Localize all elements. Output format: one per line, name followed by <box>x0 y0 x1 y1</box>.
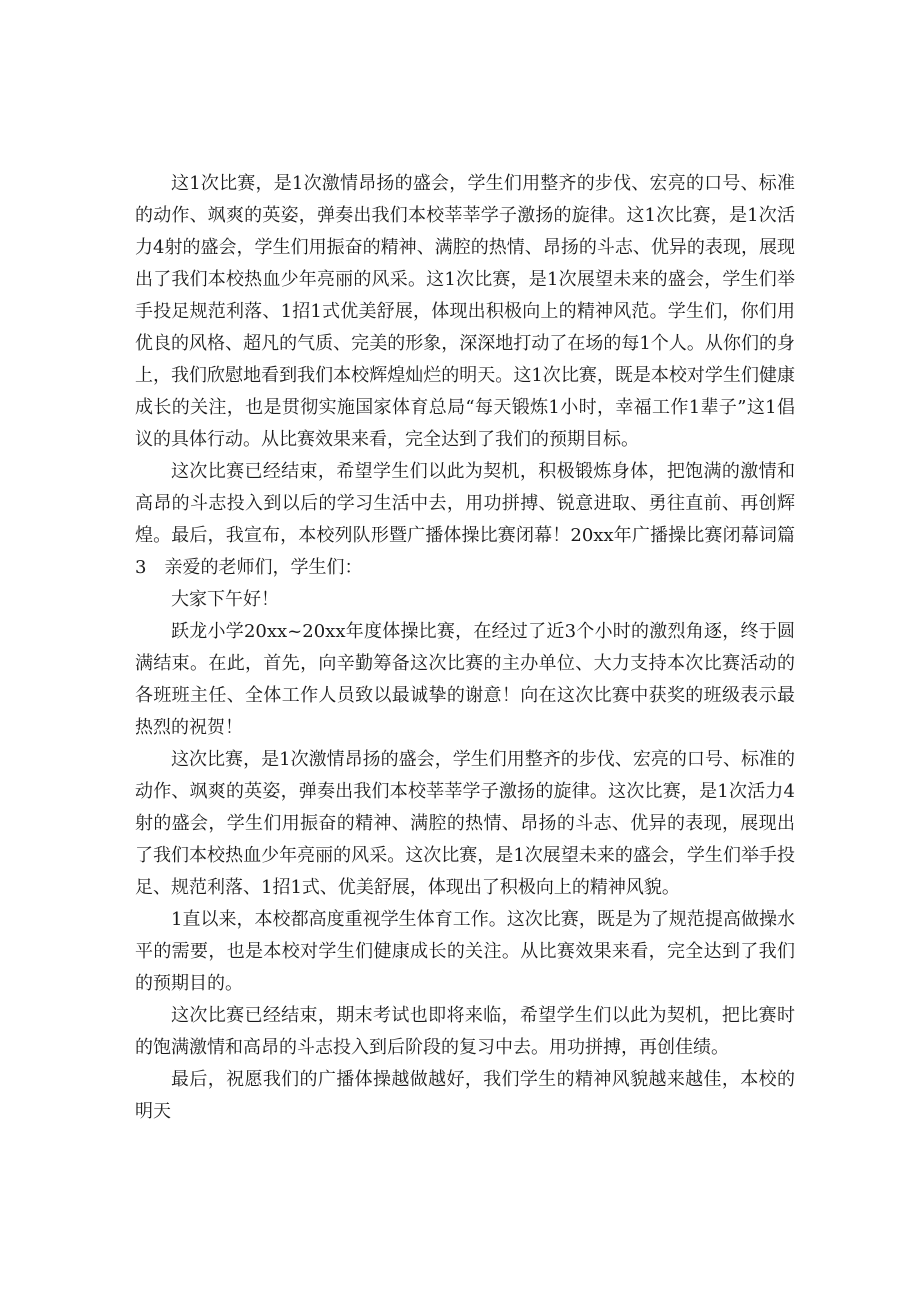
paragraph-5: 这次比赛，是1次激情昂扬的盛会，学生们用整齐的步伐、宏亮的口号、标准的动作、飒爽的英姿，弹奏出我们本校莘莘学子激扬的旋律。这次比赛，是1次活力4射的盛会，学生们用振奋的精神、满腔的热情、昂扬的斗志、优异的表现，展现出了我们本校热血少年亮丽的风采。这次比赛，是1次展望未来的盛会，学生们举手投足、规范利落、1招1式、优美舒展，体现出了积极向上的精神风貌。 <box>135 749 795 898</box>
paragraph-4: 跃龙小学20xx~20xx年度体操比赛，在经过了近3个小时的激烈角逐，终于圆满结束。在此，首先，向辛勤筹备这次比赛的主办单位、大力支持本次比赛活动的各班班主任、全体工作人员致以最诚挚的谢意！向在这次比赛中获奖的班级表示最热烈的祝贺！ <box>135 621 795 738</box>
paragraph-2: 这次比赛已经结束，希望学生们以此为契机，积极锻炼身体，把饱满的激情和高昂的斗志投入到以后的学习生活中去，用功拼搏、锐意进取、勇往直前、再创辉煌。最后，我宣布，本校列队形暨广播体操比赛闭幕！20xx年广播操比赛闭幕词篇3 亲爱的老师们，学生们： <box>135 461 795 578</box>
paragraph-6: 1直以来，本校都高度重视学生体育工作。这次比赛，既是为了规范提高做操水平的需要，也是本校对学生们健康成长的关注。从比赛效果来看，完全达到了我们的预期目的。 <box>135 909 795 994</box>
paragraph-8: 最后，祝愿我们的广播体操越做越好，我们学生的精神风貌越来越佳，本校的明天 <box>135 1069 795 1122</box>
paragraph-7: 这次比赛已经结束，期末考试也即将来临，希望学生们以此为契机，把比赛时的饱满激情和高昂的斗志投入到后阶段的复习中去。用功拼搏，再创佳绩。 <box>135 1005 795 1058</box>
paragraph-1: 这1次比赛，是1次激情昂扬的盛会，学生们用整齐的步伐、宏亮的口号、标准的动作、飒爽的英姿，弹奏出我们本校莘莘学子激扬的旋律。这1次比赛，是1次活力4射的盛会，学生们用振奋的精神、满腔的热情、昂扬的斗志、优异的表现，展现出了我们本校热血少年亮丽的风采。这1次比赛，是1次展望未来的盛会，学生们举手投足规范利落、1招1式优美舒展，体现出积极向上的精神风范。学生们，你们用优良的风格、超凡的气质、完美的形象，深深地打动了在场的每1个人。从你们的身上，我们欣慰地看到我们本校辉煌灿烂的明天。这1次比赛，既是本校对学生们健康成长的关注，也是贯彻实施国家体育总局“每天锻炼1小时，幸福工作1辈子”这1倡议的具体行动。从比赛效果来看，完全达到了我们的预期目标。 <box>135 173 795 450</box>
document-body <box>135 168 795 1128</box>
paragraph-3: 大家下午好！ <box>171 589 279 610</box>
